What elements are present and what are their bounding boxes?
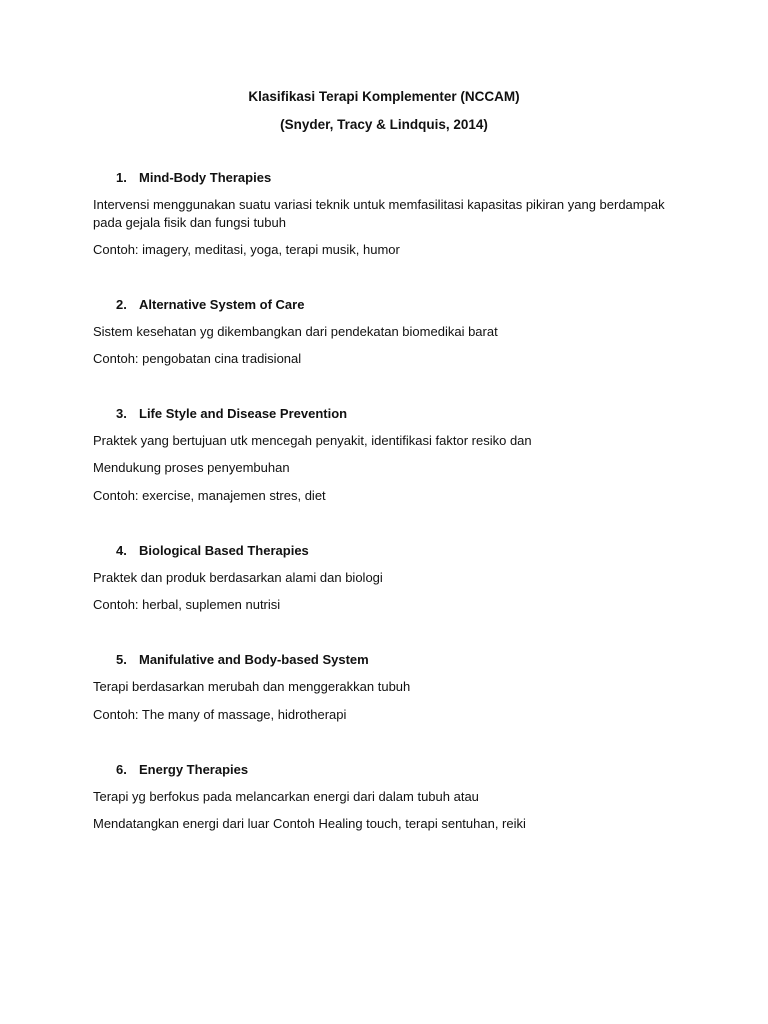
paragraph-line: Mendukung proses penyembuhan <box>93 460 290 475</box>
paragraph-line: Intervensi menggunakan suatu variasi teknik untuk memfasilitasi kapasitas pikiran yang berdampak <box>93 197 665 212</box>
example-line: Contoh: pengobatan cina tradisional <box>93 351 302 366</box>
section-number: 1. <box>116 170 127 185</box>
section-number: 5. <box>116 652 127 667</box>
section-number: 3. <box>116 406 127 421</box>
section-number: 4. <box>116 543 127 558</box>
paragraph-line: Terapi yg berfokus pada melancarkan energi dari dalam tubuh atau <box>93 789 479 804</box>
section-title: Manifulative and Body-based System <box>139 652 369 667</box>
example-line: Contoh: The many of massage, hidrotherapi <box>93 707 347 722</box>
section-title: Alternative System of Care <box>139 297 305 312</box>
section-heading <box>116 542 309 560</box>
example-line: Contoh: exercise, manajemen stres, diet <box>93 488 326 503</box>
section-title: Mind-Body Therapies <box>139 170 272 185</box>
paragraph-line: Praktek yang bertujuan utk mencegah penyakit, identifikasi faktor resiko dan <box>93 433 532 448</box>
section-heading <box>116 169 271 187</box>
document-subtitle: (Snyder, Tracy & Lindquis, 2014) <box>280 117 488 132</box>
section-title: Life Style and Disease Prevention <box>139 406 348 421</box>
section-heading <box>116 761 248 779</box>
document-title: Klasifikasi Terapi Komplementer (NCCAM) <box>248 89 520 104</box>
paragraph-line: Sistem kesehatan yg dikembangkan dari pendekatan biomedikai barat <box>93 324 498 339</box>
section-title: Energy Therapies <box>139 762 249 777</box>
example-line: Contoh: herbal, suplemen nutrisi <box>93 597 281 612</box>
paragraph-line: Mendatangkan energi dari luar Contoh Healing touch, terapi sentuhan, reiki <box>93 816 526 831</box>
paragraph-line: Praktek dan produk berdasarkan alami dan biologi <box>93 570 383 585</box>
section-heading <box>116 651 369 669</box>
section-title: Biological Based Therapies <box>139 543 309 558</box>
paragraph-line: Terapi berdasarkan merubah dan menggerakkan tubuh <box>93 679 411 694</box>
section-heading <box>116 405 347 423</box>
example-line: Contoh: imagery, meditasi, yoga, terapi musik, humor <box>93 242 400 257</box>
section-heading <box>116 296 304 314</box>
section-number: 6. <box>116 762 127 777</box>
section-number: 2. <box>116 297 127 312</box>
paragraph-line: pada gejala fisik dan fungsi tubuh <box>93 215 286 230</box>
